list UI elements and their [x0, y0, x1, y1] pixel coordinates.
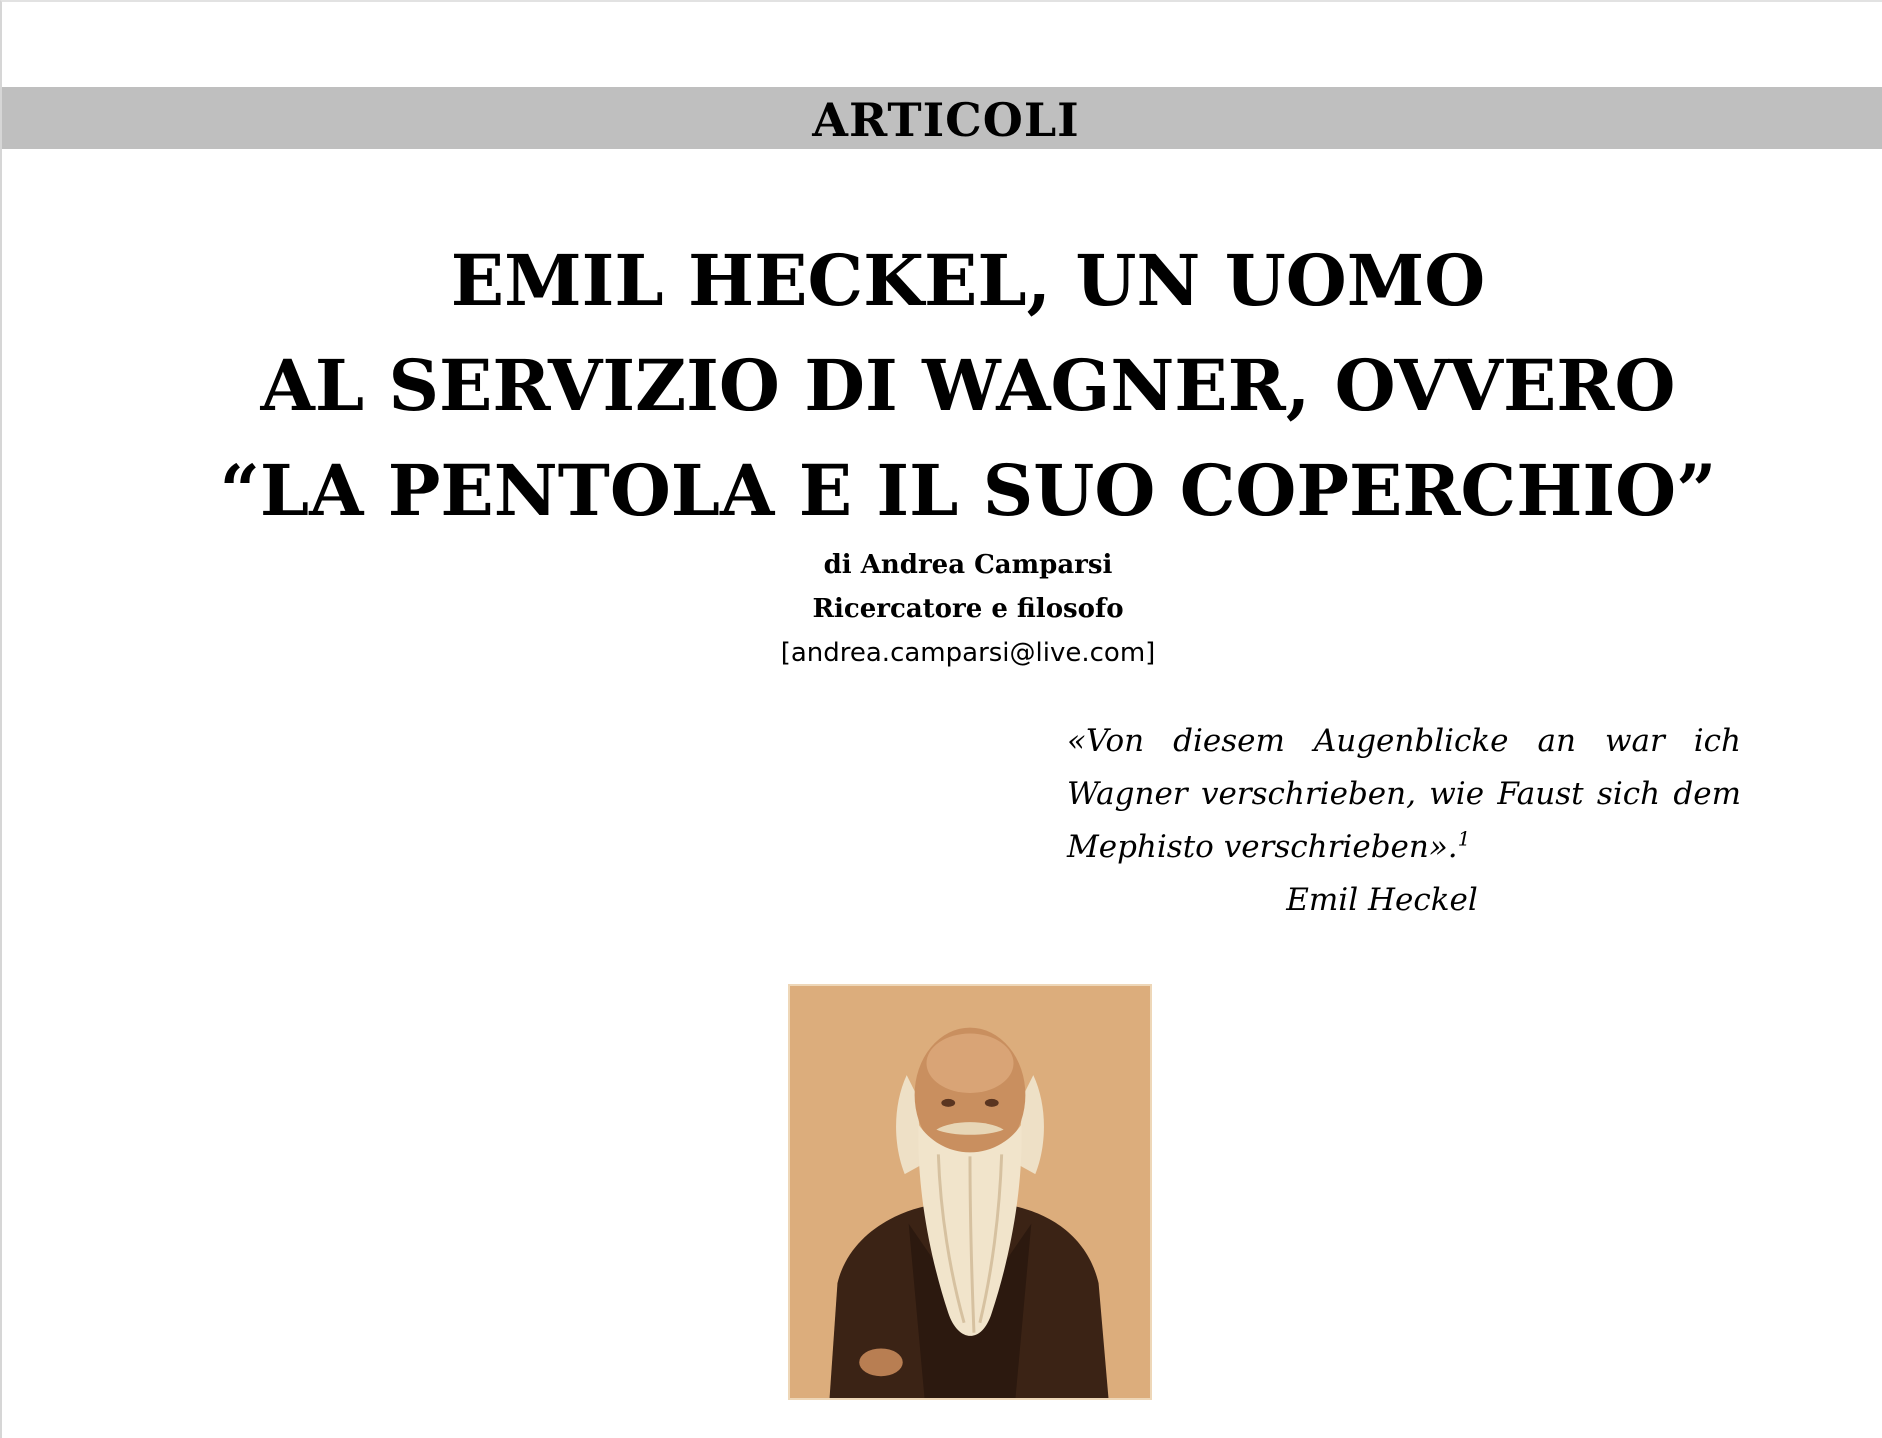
section-header-band	[2, 87, 1882, 149]
author-email[interactable]: [andrea.camparsi@live.com]	[780, 638, 1156, 668]
article-title-line: “LA PENTOLA E IL SUO COPERCHIO”	[219, 449, 1717, 532]
author-role: Ricercatore e filosofo	[812, 594, 1124, 624]
byline	[2, 543, 1882, 675]
epigraph-quote	[1067, 715, 1741, 874]
article-title-line: EMIL HECKEL, UN UOMO	[450, 239, 1486, 322]
footnote-marker[interactable]: 1	[1457, 826, 1471, 851]
epigraph-text: «Von diesem Augenblicke an war ich Wagner verschrieben, wie Faust sich dem Mephisto verschrieben».	[1067, 723, 1741, 865]
article-title	[2, 228, 1882, 543]
section-label: ARTICOLI	[812, 93, 1080, 147]
epigraph-attribution: Emil Heckel	[1286, 882, 1478, 918]
article-title-line: AL SERVIZIO DI WAGNER, OVVERO	[260, 344, 1676, 427]
portrait-photo	[788, 984, 1152, 1400]
portrait-illustration	[790, 986, 1150, 1398]
author-name: di Andrea Camparsi	[823, 550, 1113, 580]
